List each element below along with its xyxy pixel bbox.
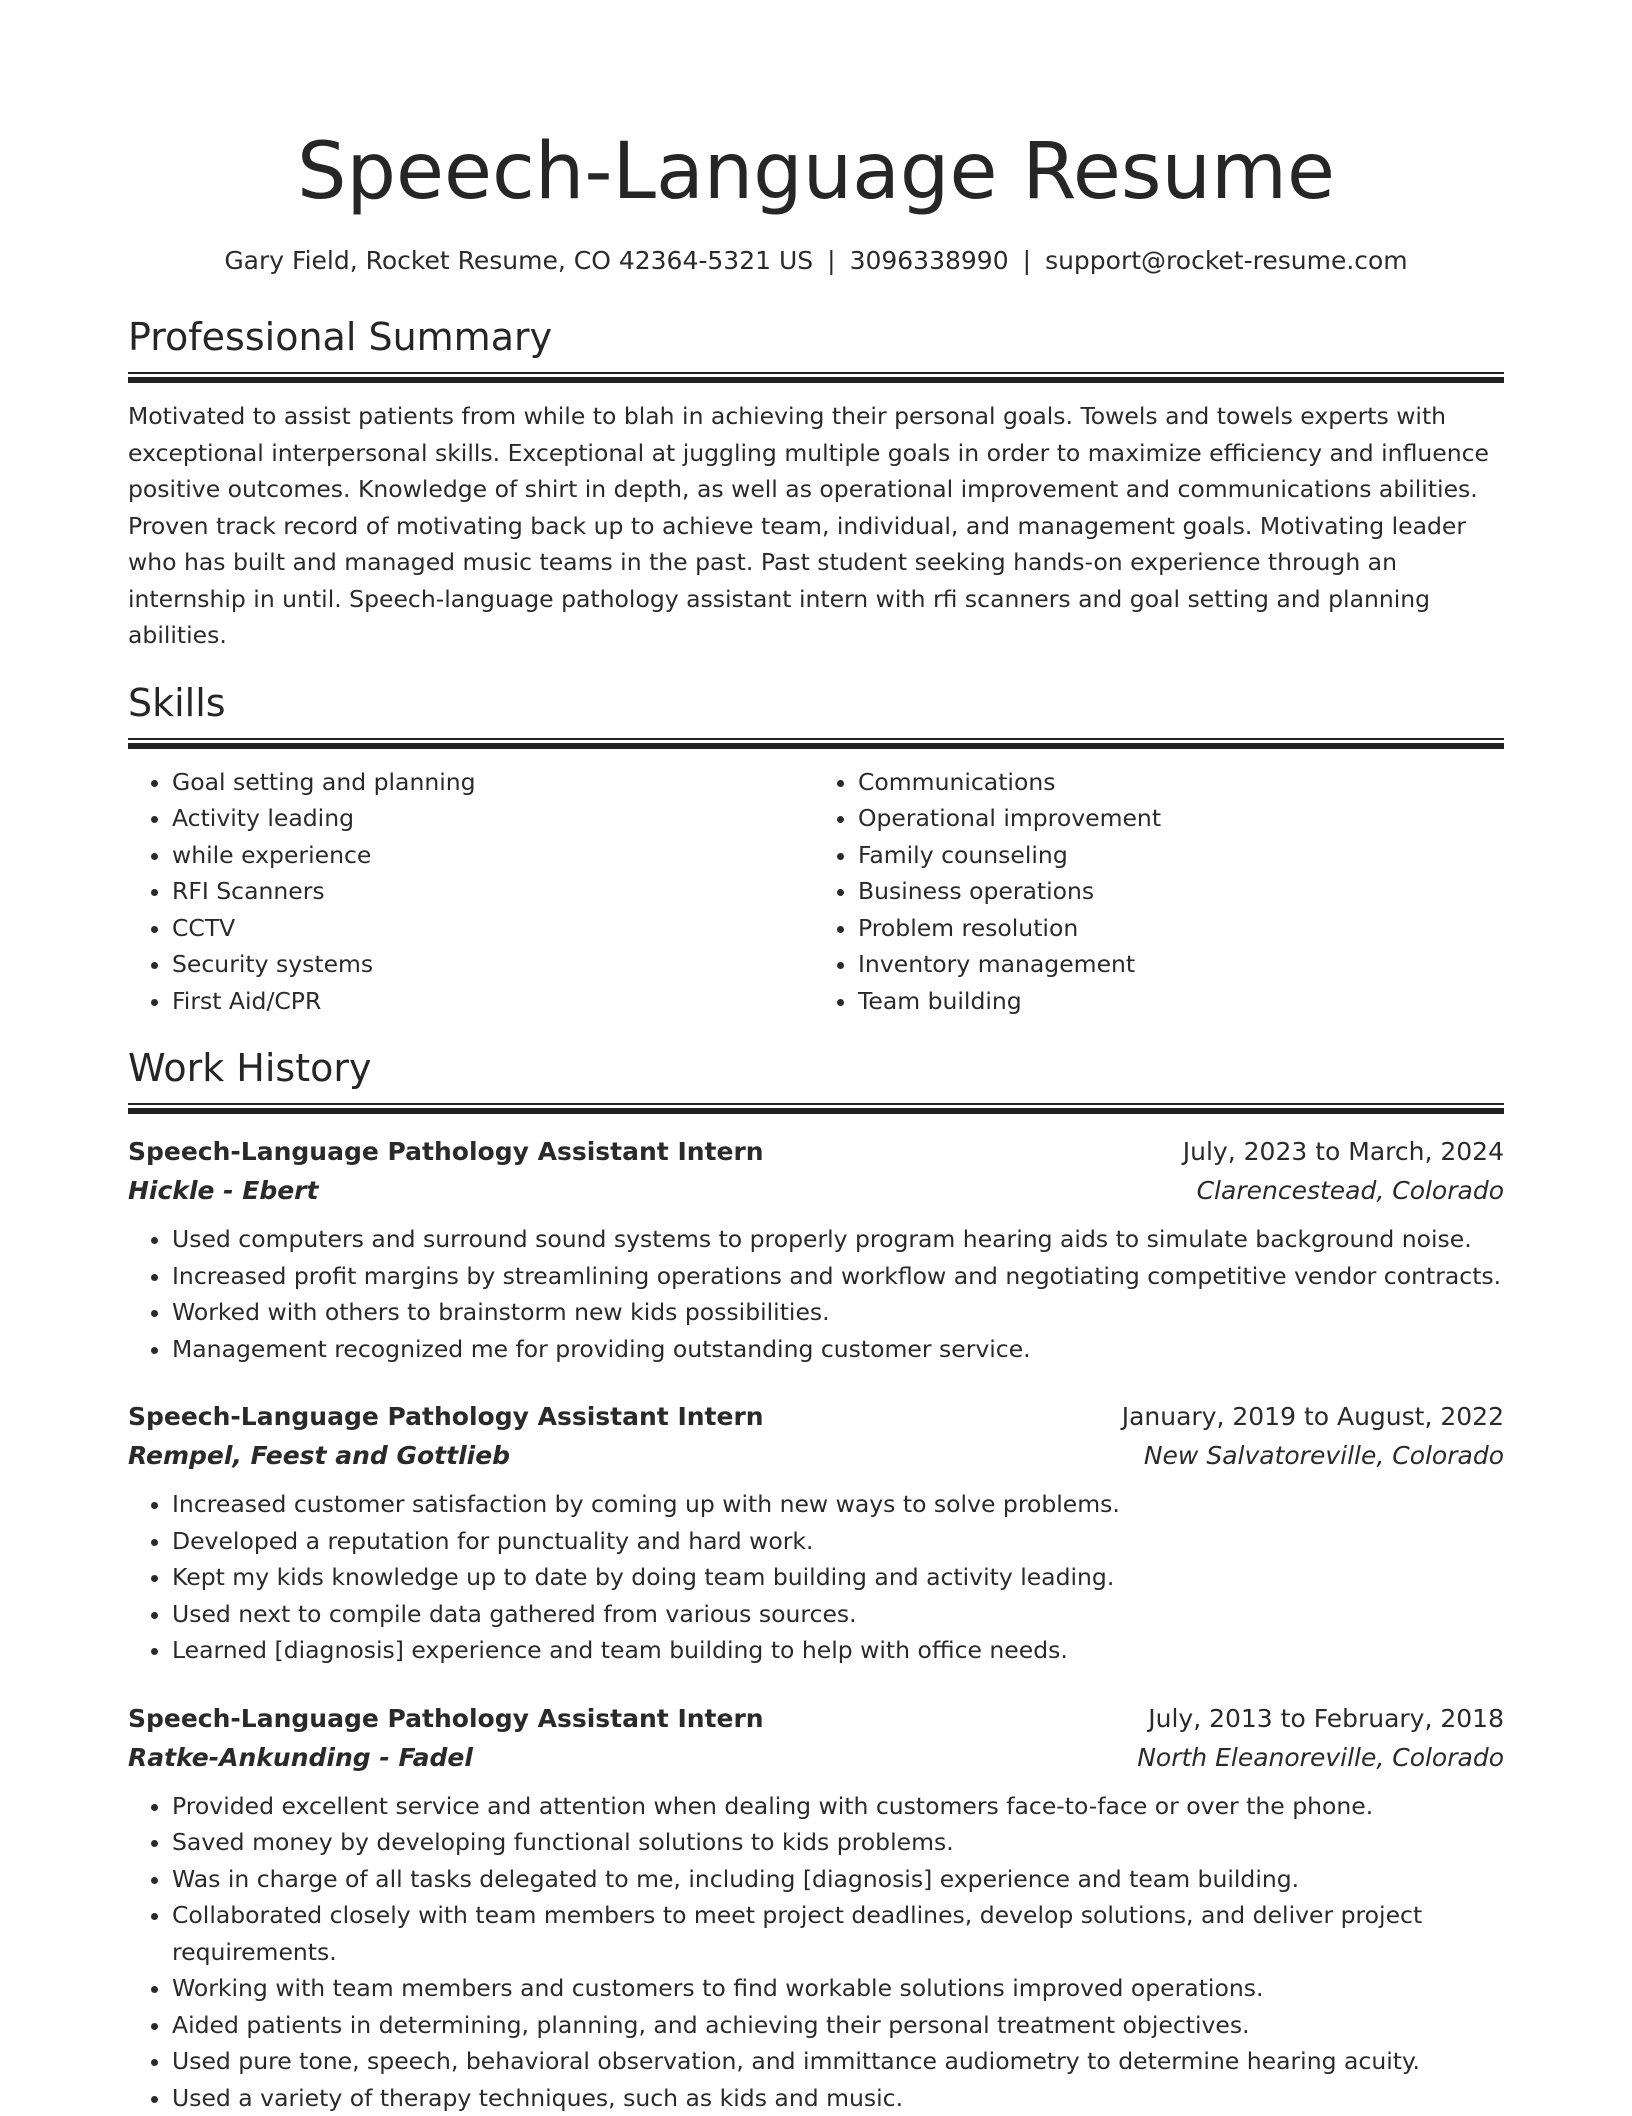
job-location: North Eleanoreville, Colorado <box>1137 1738 1504 1777</box>
job-dates: July, 2013 to February, 2018 <box>1148 1699 1504 1738</box>
job-dates: July, 2023 to March, 2024 <box>1183 1132 1504 1171</box>
job-title: Speech-Language Pathology Assistant Intern <box>128 1132 764 1171</box>
job-bullets <box>128 1221 1504 1367</box>
job-bullet: • Provided excellent service and attention when dealing with customers face-to-face or over the phone. <box>172 1788 1504 1825</box>
contact-line <box>128 244 1504 278</box>
job-bullet: • Saved money by developing functional solutions to kids problems. <box>172 1824 1504 1861</box>
section-divider <box>128 1103 1504 1114</box>
job-location: Clarencestead, Colorado <box>1197 1171 1504 1210</box>
skills-list-left <box>128 764 818 1020</box>
work-heading: Work History <box>128 1043 1504 1093</box>
job-bullet: • Management recognized me for providing outstanding customer service. <box>172 1331 1504 1368</box>
job-bullet: • Was in charge of all tasks delegated to me, including [diagnosis] experience and team building. <box>172 1861 1504 1898</box>
skill-item: • Goal setting and planning <box>172 764 818 801</box>
job-bullets <box>128 1788 1504 2116</box>
job-bullet: • Used a variety of therapy techniques, such as kids and music. <box>172 2080 1504 2116</box>
contact-separator: | <box>1009 246 1045 275</box>
skill-item: • Business operations <box>858 873 1504 910</box>
resume-page <box>128 0 1504 2116</box>
contact-address: Gary Field, Rocket Resume, CO 42364-5321 US <box>224 246 813 275</box>
summary-section <box>128 312 1504 654</box>
resume-title: Speech-Language Resume <box>128 0 1504 226</box>
job-bullet: • Working with team members and customers to find workable solutions improved operations. <box>172 1970 1504 2007</box>
work-section <box>128 1043 1504 2116</box>
job-location: New Salvatoreville, Colorado <box>1144 1436 1504 1475</box>
skills-section <box>128 678 1504 1020</box>
skill-item: • Inventory management <box>858 946 1504 983</box>
skills-list-right <box>814 764 1504 1020</box>
job-bullets <box>128 1486 1504 1669</box>
contact-phone: 3096338990 <box>850 246 1009 275</box>
job-company: Rempel, Feest and Gottlieb <box>128 1436 510 1475</box>
job-entry <box>128 1699 1504 2116</box>
job-bullet: • Used computers and surround sound systems to properly program hearing aids to simulate background noise. <box>172 1221 1504 1258</box>
job-bullet: • Used pure tone, speech, behavioral observation, and immittance audiometry to determine hearing acuity. <box>172 2043 1504 2080</box>
job-title: Speech-Language Pathology Assistant Intern <box>128 1699 764 1738</box>
job-dates: January, 2019 to August, 2022 <box>1122 1397 1504 1436</box>
skill-item: • Family counseling <box>858 837 1504 874</box>
job-bullet: • Used next to compile data gathered from various sources. <box>172 1596 1504 1633</box>
job-bullet: • Aided patients in determining, planning, and achieving their personal treatment objectives. <box>172 2007 1504 2044</box>
job-company: Hickle - Ebert <box>128 1171 318 1210</box>
skills-heading: Skills <box>128 678 1504 728</box>
skills-columns <box>128 764 1504 1020</box>
section-divider <box>128 372 1504 383</box>
job-header <box>128 1699 1504 1738</box>
job-subheader <box>128 1436 1504 1475</box>
job-bullet: • Increased customer satisfaction by coming up with new ways to solve problems. <box>172 1486 1504 1523</box>
job-subheader <box>128 1171 1504 1210</box>
skill-item: • while experience <box>172 837 818 874</box>
skill-item: • First Aid/CPR <box>172 983 818 1020</box>
job-bullet: • Collaborated closely with team members to meet project deadlines, develop solutions, and deliver project requirements. <box>172 1897 1504 1970</box>
summary-heading: Professional Summary <box>128 312 1504 362</box>
job-bullet: • Developed a reputation for punctuality and hard work. <box>172 1523 1504 1560</box>
skill-item: • RFI Scanners <box>172 873 818 910</box>
job-subheader <box>128 1738 1504 1777</box>
job-bullet: • Increased profit margins by streamlining operations and workflow and negotiating competitive vendor contracts. <box>172 1258 1504 1295</box>
job-title: Speech-Language Pathology Assistant Intern <box>128 1397 764 1436</box>
skill-item: • Operational improvement <box>858 800 1504 837</box>
job-entry <box>128 1397 1504 1669</box>
job-bullet: • Kept my kids knowledge up to date by doing team building and activity leading. <box>172 1559 1504 1596</box>
job-entry <box>128 1132 1504 1367</box>
skill-item: • Team building <box>858 983 1504 1020</box>
skill-item: • Communications <box>858 764 1504 801</box>
job-bullet: • Worked with others to brainstorm new kids possibilities. <box>172 1294 1504 1331</box>
job-company: Ratke-Ankunding - Fadel <box>128 1738 473 1777</box>
skill-item: • CCTV <box>172 910 818 947</box>
summary-text: Motivated to assist patients from while to blah in achieving their personal goals. Towels and towels experts with exceptional interpersonal skills. Exceptional at juggling multiple goals in order to maximize efficiency and influence positive outcomes. Knowledge of shirt in depth, as well as operational improvement and communications abilities. Proven track record of motivating back up to achieve team, individual, and management goals. Motivating leader who has built and managed music teams in the past. Past student seeking hands-on experience through an internship in until. Speech-language pathology assistant intern with rfi scanners and goal setting and planning abilities. <box>128 398 1504 654</box>
skill-item: • Activity leading <box>172 800 818 837</box>
section-divider <box>128 738 1504 749</box>
job-header <box>128 1132 1504 1171</box>
skill-item: • Problem resolution <box>858 910 1504 947</box>
job-bullet: • Learned [diagnosis] experience and team building to help with office needs. <box>172 1632 1504 1669</box>
job-header <box>128 1397 1504 1436</box>
contact-separator: | <box>813 246 849 275</box>
contact-email: support@rocket-resume.com <box>1045 246 1408 275</box>
skill-item: • Security systems <box>172 946 818 983</box>
